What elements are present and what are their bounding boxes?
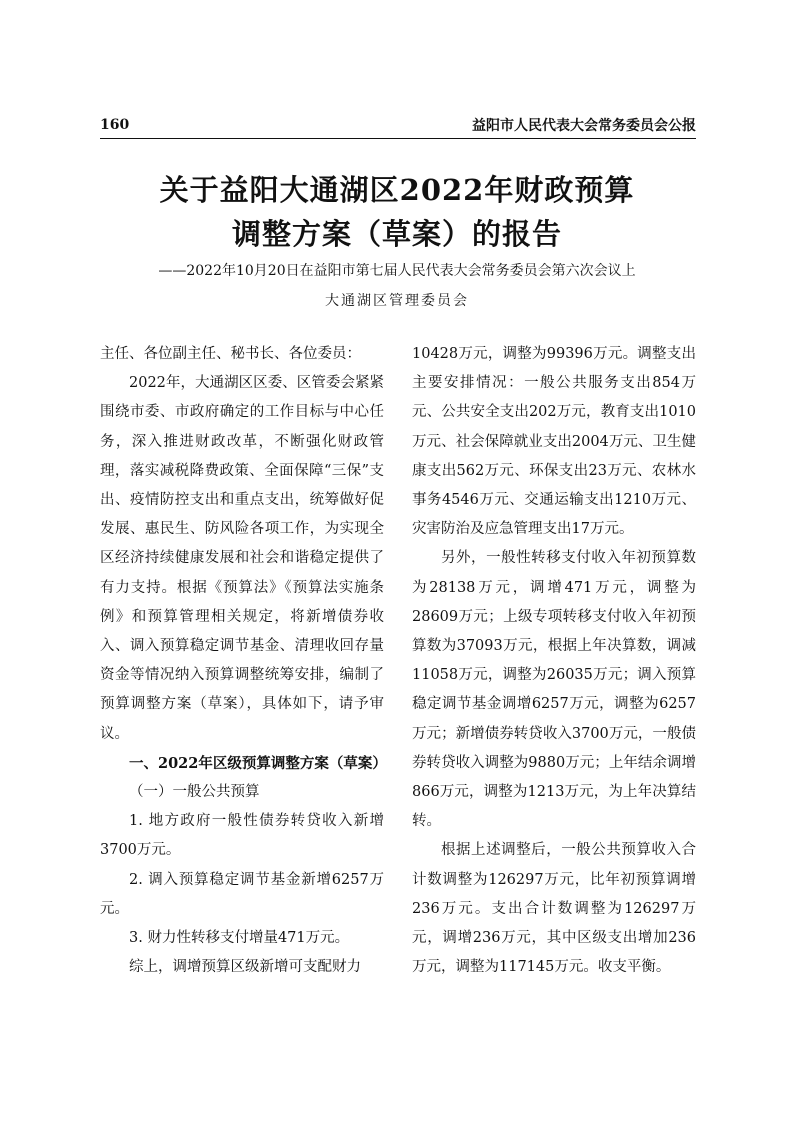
title-line-2: 调整方案（草案）的报告 [231, 217, 562, 251]
left-column [100, 340, 387, 982]
title-line-1: 关于益阳大通湖区2022年财政预算 [159, 173, 635, 207]
list-item: 1. 地方政府一般性债券转贷收入新增3700万元。 [100, 813, 384, 859]
publication-name: 益阳市人民代表大会常务委员会公报 [472, 118, 696, 134]
section-heading: 一、2022年区级预算调整方案（草案） [129, 754, 387, 772]
paragraph: 综上，调增预算区级新增可支配财力 [129, 959, 361, 976]
paragraph: 2022年，大通湖区区委、区管委会紧紧围绕市委、市政府确定的工作目标与中心任务，深入推进财政改革，不断强化财政管理，落实减税降费政策、全面保障“三保”支出、疫情防控支出和重点支出，统筹做好促发展、惠民生、防风险各项工作，为实现全区经济持续健康发展和社会和谐稳定提供了有力支持。根据《预算法》《预算法实施条例》和预算管理相关规定，将新增债券收入、调入预算稳定调节基金、清理收回存量资金等情况纳入预算调整统筹安排，编制了预算调整方案（草案），具体如下，请予审议。 [100, 375, 384, 742]
list-item: 2. 调入预算稳定调节基金新增6257万元。 [100, 871, 384, 917]
paragraph: 根据上述调整后，一般公共预算收入合计数调整为126297万元，比年初预算调增236万元。支出合计数调整为126297万元，调增236万元，其中区级支出增加236万元，调整为117145万元。收支平衡。 [412, 842, 696, 976]
list-item: 3. 财力性转移支付增量471万元。 [129, 930, 350, 947]
document-title [60, 168, 734, 256]
paragraph: 10428万元，调整为99396万元。调整支出主要安排情况：一般公共服务支出854万元、公共安全支出202万元，教育支出1010万元、社会保障就业支出2004万元、卫生健康支出562万元、环保支出23万元、农林水事务4546万元、交通运输支出1210万元、灾害防治及应急管理支出17万元。 [412, 346, 696, 538]
subtitle-author: 大通湖区管理委员会 [325, 293, 469, 309]
page-number: 160 [100, 117, 130, 133]
subsection-heading: （一）一般公共预算 [129, 784, 260, 801]
header-divider [100, 138, 696, 139]
subtitle-occasion: ——2022年10月20日在益阳市第七届人民代表大会常务委员会第六次会议上 [158, 263, 636, 279]
right-column [412, 340, 696, 982]
page-header [100, 114, 696, 136]
paragraph: 另外，一般性转移支付收入年初预算数为28138万元，调增471万元，调整为28609万元；上级专项转移支付收入年初预算数为37093万元，根据上年决算数，调减11058万元，调整为26035万元；调入预算稳定调节基金调增6257万元，调整为6257万元；新增债券转贷收入3700万元，一般债券转贷收入调整为9880万元；上年结余调增866万元，调整为1213万元，为上年决算结转。 [412, 550, 696, 830]
salutation: 主任、各位副主任、秘书长、各位委员： [100, 346, 361, 362]
